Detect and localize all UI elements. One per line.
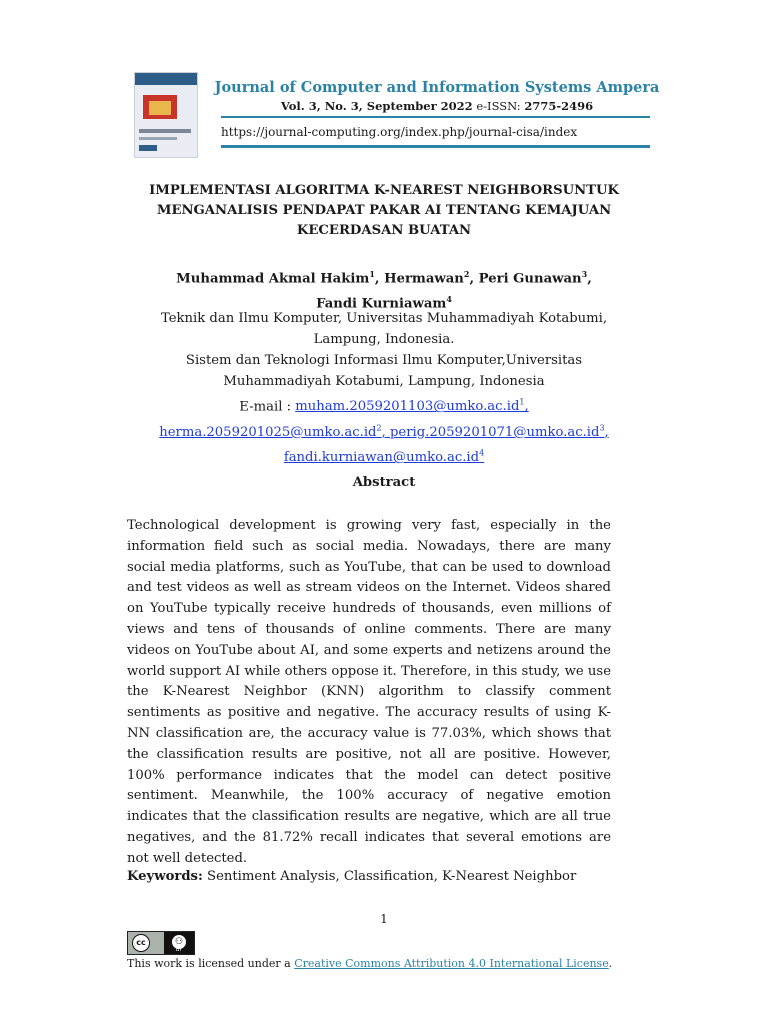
page-number: 1 xyxy=(380,912,388,926)
affiliation-line: Teknik dan Ilmu Komputer, Universitas Muhammadiyah Kotabumi, xyxy=(160,311,608,326)
license-link[interactable]: Creative Commons Attribution 4.0 International License xyxy=(294,957,609,970)
email-label: E-mail : xyxy=(239,399,296,415)
journal-title: Journal of Computer and Information Systems Ampera xyxy=(214,79,660,96)
author-name: Peri Gunawan xyxy=(478,271,582,287)
volume-issue: Vol. 3, No. 3, September 2022 xyxy=(280,99,473,113)
paper-title xyxy=(120,181,648,241)
eissn-number: 2775-2496 xyxy=(524,99,594,113)
keywords-label: Keywords: xyxy=(127,869,203,884)
header-rule-bottom xyxy=(221,145,650,148)
journal-url[interactable]: https://journal-computing.org/index.php/journal-cisa/index xyxy=(221,125,578,139)
license-prefix: This work is licensed under a xyxy=(127,957,295,970)
email-link-1[interactable]: $muham.2059201103@umko.ac.id^1$, xyxy=(295,398,529,415)
journal-cover-thumbnail xyxy=(134,72,198,158)
author-list: Muhammad Akmal Hakim$^1$, Hermawan$^2$, Peri Gunawan$^3$, Fandi Kurniawam$^4$ xyxy=(176,269,592,312)
by-label: BY xyxy=(175,947,183,953)
author-sup: 3 xyxy=(581,269,588,279)
cc-icon: cc xyxy=(132,934,150,952)
author-name: Hermawan xyxy=(384,271,464,287)
paper-title-line: KECERDASAN BUATAN xyxy=(296,223,472,238)
eissn-label: e-ISSN: xyxy=(476,99,521,113)
keywords-line xyxy=(127,869,611,884)
affiliation-line: Sistem dan Teknologi Informasi Ilmu Komputer,Universitas xyxy=(185,353,583,368)
author-sup: 2 xyxy=(463,269,470,279)
author-sup: 4 xyxy=(446,294,452,305)
person-icon: ⚇ xyxy=(171,934,187,950)
abstract-body: Technological development is growing very fast, especially in the information field such as social media. Nowadays, there are many social media platforms, such as YouTube, that can be used to download and test videos as well as stream videos on the Internet. Videos shared on YouTube typically receive hundreds of thousands, even millions of views and tens of thousands of online comments. There are many videos on YouTube about AI, and some experts and netizens around the world support AI while others oppose it. Therefore, in this study, we use the K-Nearest Neighbor (KNN) algorithm to classify comment sentiments as positive and negative. The accuracy results of using K-NN classification are, the accuracy value is 77.03%, which shows that the classification results are positive, not all are positive. However, 100% performance indicates that the model can detect positive sentiment. Meanwhile, the 100% accuracy of negative emotion indicates that the classification results are negative, which are all true negatives, and the 81.72% recall indicates that several emotions are not well detected. xyxy=(127,518,611,866)
paper-title-line: MENGANALISIS PENDAPAT PAKAR AI TENTANG KEMAJUAN xyxy=(156,203,612,218)
cc-by-badge[interactable] xyxy=(127,931,195,955)
journal-volume-line xyxy=(200,99,674,113)
license-line xyxy=(127,957,612,970)
paper-title-line: IMPLEMENTASI ALGORITMA K-NEAREST NEIGHBORSUNTUK xyxy=(149,183,619,198)
affiliation-line: Muhammadiyah Kotabumi, Lampung, Indonesia xyxy=(223,374,545,389)
license-suffix: . xyxy=(608,957,613,970)
author-sup: 1 xyxy=(369,269,375,279)
email-line xyxy=(120,443,648,468)
affiliation-line: Lampung, Indonesia. xyxy=(313,332,455,347)
author-name: Fandi Kurniawam xyxy=(316,296,447,312)
email-line xyxy=(120,417,648,442)
affiliations xyxy=(120,308,648,468)
author-name: Muhammad Akmal Hakim xyxy=(176,271,370,287)
abstract-heading: Abstract xyxy=(352,475,416,490)
email-line xyxy=(120,392,648,417)
email-link-4[interactable]: $fandi.kurniawan@umko.ac.id^4$ xyxy=(283,448,485,466)
keywords-text: Sentiment Analysis, Classification, K-Nearest Neighbor xyxy=(202,869,577,884)
email-link-3[interactable]: $perig.2059201071@umko.ac.id^3$, xyxy=(389,423,609,440)
email-link-2[interactable]: $herma.2059201025@umko.ac.id^2$, xyxy=(159,423,390,440)
header-rule-top xyxy=(221,116,650,118)
